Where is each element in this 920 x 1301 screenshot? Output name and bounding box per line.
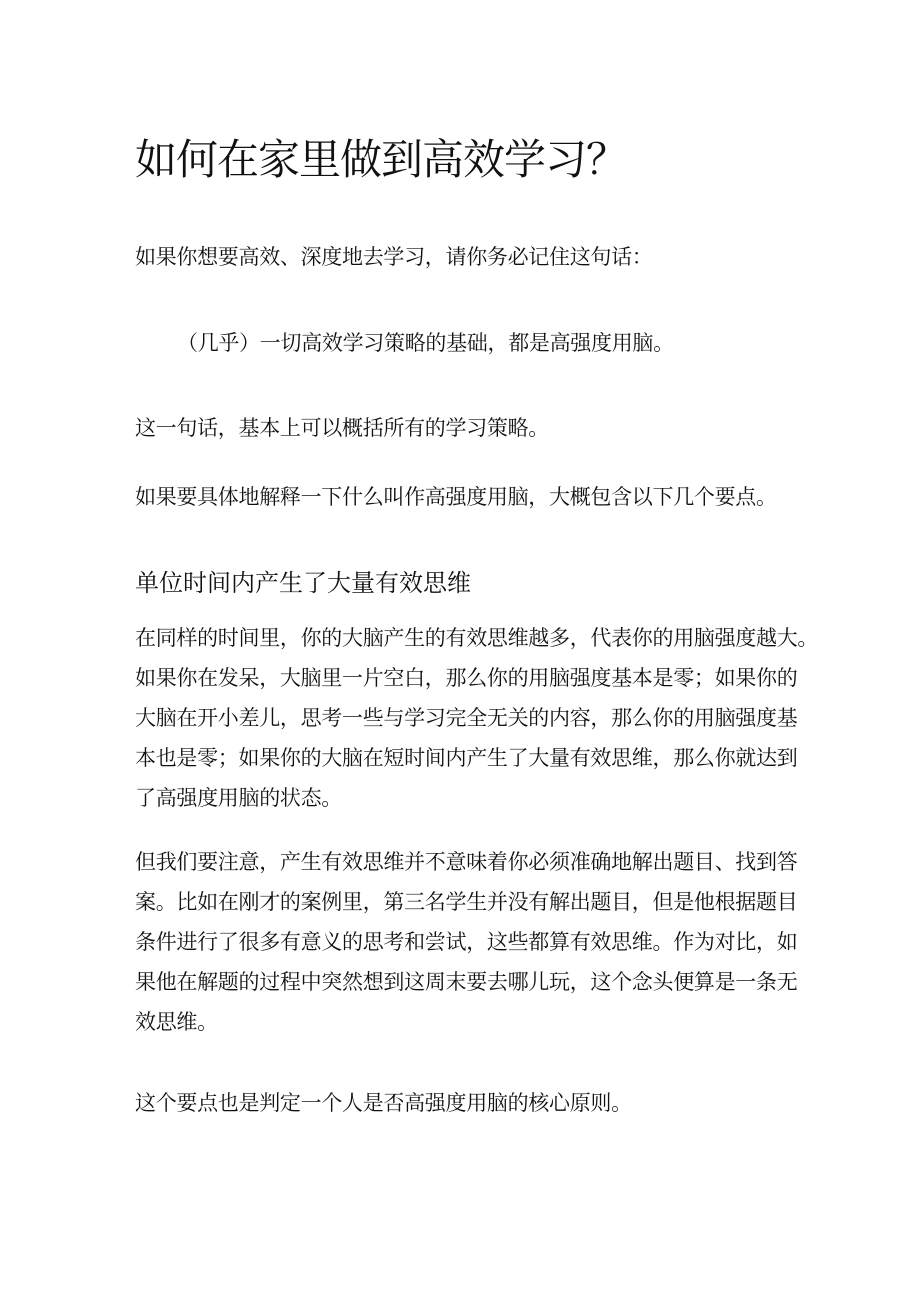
paragraph-line: 本也是零；如果你的大脑在短时间内产生了大量有效思维，那么你就达到 [135, 746, 798, 770]
body-paragraph-2 [135, 842, 797, 1042]
summary-paragraph: 这一句话，基本上可以概括所有的学习策略。 [135, 416, 549, 440]
paragraph-line: 效思维。 [135, 1010, 218, 1034]
section-heading: 单位时间内产生了大量有效思维 [135, 569, 471, 597]
paragraph-line: 案。比如在刚才的案例里，第三名学生并没有解出题目，但是他根据题目 [135, 890, 798, 914]
explain-paragraph: 如果要具体地解释一下什么叫作高强度用脑，大概包含以下几个要点。 [135, 485, 777, 509]
paragraph-line: 在同样的时间里，你的大脑产生的有效思维越多，代表你的用脑强度越大。 [135, 626, 819, 650]
paragraph-line: 大脑在开小差儿，思考一些与学习完全无关的内容，那么你的用脑强度基 [135, 706, 798, 730]
key-quote: （几乎）一切高效学习策略的基础，都是高强度用脑。 [177, 331, 674, 355]
paragraph-line: 果他在解题的过程中突然想到这周末要去哪儿玩，这个念头便算是一条无 [135, 970, 798, 994]
paragraph-line: 但我们要注意，产生有效思维并不意味着你必须准确地解出题目、找到答 [135, 850, 798, 874]
paragraph-line: 条件进行了很多有意义的思考和尝试，这些都算有效思维。作为对比，如 [135, 930, 798, 954]
paragraph-line: 了高强度用脑的状态。 [135, 786, 342, 810]
page-title: 如何在家里做到高效学习？ [135, 135, 628, 184]
intro-paragraph: 如果你想要高效、深度地去学习，请你务必记住这句话： [135, 245, 653, 269]
paragraph-line: 如果你在发呆，大脑里一片空白，那么你的用脑强度基本是零；如果你的 [135, 666, 798, 690]
conclusion-paragraph: 这个要点也是判定一个人是否高强度用脑的核心原则。 [135, 1091, 632, 1115]
body-paragraph-1 [135, 618, 818, 818]
